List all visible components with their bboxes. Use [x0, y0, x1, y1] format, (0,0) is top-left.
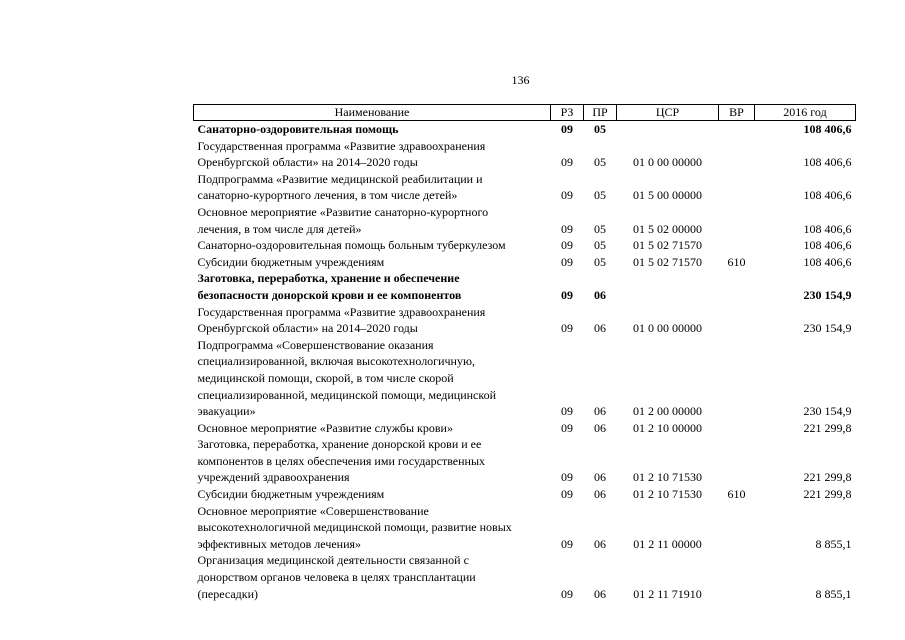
row-name-line: Оренбургской области» на 2014–2020 годы — [197, 155, 418, 170]
row-name — [194, 138, 551, 171]
row-name-line: Государственная программа «Развитие здравоохранения — [197, 304, 486, 319]
row-name-line: (пересадки) — [197, 586, 259, 601]
row-name-line: Санаторно-оздоровительная помощь — [197, 122, 399, 136]
row-name — [194, 171, 551, 204]
row-amount: 108 406,6 — [803, 155, 852, 170]
row-amount: 230 154,9 — [803, 287, 852, 302]
row-name-line: санаторно-курортного лечения, в том числе детей» — [197, 188, 458, 203]
row-amount: 230 154,9 — [803, 404, 852, 419]
row-pr: 05 — [594, 254, 606, 269]
row-name — [194, 420, 551, 437]
column-header-pr: ПР — [584, 105, 617, 121]
row-csr — [617, 270, 719, 303]
row-vr — [719, 436, 755, 486]
row-pr: 06 — [594, 404, 606, 419]
row-name-line: Государственная программа «Развитие здравоохранения — [197, 138, 486, 153]
table-body — [194, 121, 856, 603]
table-row — [194, 503, 856, 553]
budget-table — [193, 104, 856, 602]
row-name-line: Субсидии бюджетным учреждениям — [197, 487, 385, 502]
row-name-line: Оренбургской области» на 2014–2020 годы — [197, 321, 418, 336]
row-csr: 01 0 00 00000 — [633, 155, 702, 170]
row-csr: 01 2 11 00000 — [633, 536, 702, 551]
table-row — [194, 138, 856, 171]
row-amount: 108 406,6 — [803, 122, 852, 136]
row-name — [194, 254, 551, 271]
table-row — [194, 552, 856, 602]
table-row — [194, 337, 856, 420]
row-name-line: Санаторно-оздоровительная помощь больным туберкулезом — [197, 238, 506, 253]
row-pr: 06 — [594, 321, 606, 336]
row-name-line: высокотехнологичной медицинской помощи, развитие новых — [197, 520, 512, 535]
column-header-csr: ЦСР — [617, 105, 719, 121]
row-rz: 09 — [561, 155, 573, 170]
row-csr: 01 5 00 00000 — [633, 188, 702, 203]
table-row — [194, 204, 856, 237]
page-number: 136 — [511, 73, 530, 87]
column-header-vr: ВР — [719, 105, 755, 121]
row-name-line: Организация медицинской деятельности связанной с — [197, 553, 469, 568]
row-name-line: специализированной, медицинской помощи, медицинской — [197, 387, 497, 402]
row-name-line: Основное мероприятие «Развитие службы крови» — [197, 420, 453, 435]
row-name-line: лечения, в том числе для детей» — [197, 221, 362, 236]
row-vr — [719, 138, 755, 171]
row-name-line: эвакуации» — [197, 404, 256, 419]
table-row — [194, 436, 856, 486]
row-amount: 221 299,8 — [803, 470, 852, 485]
row-vr — [719, 204, 755, 237]
row-rz: 09 — [561, 487, 573, 502]
row-csr: 01 2 10 71530 — [633, 470, 702, 485]
row-name — [194, 503, 551, 553]
row-amount: 221 299,8 — [803, 420, 852, 435]
row-pr: 05 — [594, 221, 606, 236]
column-header-name: Наименование — [194, 105, 551, 121]
row-name-line: Основное мероприятие «Совершенствование — [197, 503, 429, 518]
row-rz: 09 — [561, 122, 573, 136]
table-row — [194, 237, 856, 254]
row-name — [194, 552, 551, 602]
row-csr: 01 2 10 00000 — [633, 420, 702, 435]
row-amount: 108 406,6 — [803, 188, 852, 203]
row-vr: 610 — [727, 487, 746, 502]
row-name-line: специализированной, включая высокотехнологичную, — [197, 354, 475, 369]
row-rz: 09 — [561, 420, 573, 435]
row-rz: 09 — [561, 470, 573, 485]
table-row — [194, 121, 856, 138]
row-name-line: эффективных методов лечения» — [197, 536, 362, 551]
row-vr — [719, 337, 755, 420]
row-pr: 05 — [594, 155, 606, 170]
row-rz: 09 — [561, 254, 573, 269]
row-rz: 09 — [561, 287, 573, 302]
row-name-line: Подпрограмма «Совершенствование оказания — [197, 337, 434, 352]
table-row — [194, 171, 856, 204]
row-amount: 108 406,6 — [803, 238, 852, 253]
table-row — [194, 420, 856, 437]
row-csr: 01 5 02 71570 — [633, 254, 702, 269]
row-name — [194, 121, 551, 138]
row-name — [194, 304, 551, 337]
row-vr — [719, 503, 755, 553]
row-amount: 8 855,1 — [815, 536, 852, 551]
column-header-rz: РЗ — [551, 105, 584, 121]
row-pr: 05 — [594, 188, 606, 203]
row-amount: 108 406,6 — [803, 254, 852, 269]
table-row — [194, 486, 856, 503]
row-name — [194, 204, 551, 237]
row-vr — [719, 121, 755, 138]
row-pr: 06 — [594, 470, 606, 485]
row-rz: 09 — [561, 321, 573, 336]
row-rz: 09 — [561, 221, 573, 236]
row-csr: 01 2 00 00000 — [633, 404, 702, 419]
row-vr — [719, 171, 755, 204]
row-name-line: медицинской помощи, скорой, в том числе скорой — [197, 370, 454, 385]
row-name-line: Подпрограмма «Развитие медицинской реабилитации и — [197, 171, 483, 186]
row-name-line: Основное мероприятие «Развитие санаторно-курортного — [197, 204, 489, 219]
row-csr — [617, 121, 719, 138]
row-name — [194, 337, 551, 420]
row-amount: 8 855,1 — [815, 586, 852, 601]
row-name-line: Заготовка, переработка, хранение и обеспечение — [197, 271, 460, 286]
row-csr: 01 5 02 00000 — [633, 221, 702, 236]
row-name — [194, 486, 551, 503]
row-name-line: компонентов в целях обеспечения ими государственных — [197, 453, 486, 468]
row-name-line: Заготовка, переработка, хранение донорской крови и ее — [197, 437, 482, 452]
row-name-line: учреждений здравоохранения — [197, 470, 350, 485]
row-pr: 06 — [594, 287, 606, 302]
row-rz: 09 — [561, 536, 573, 551]
row-pr: 05 — [594, 238, 606, 253]
row-csr: 01 0 00 00000 — [633, 321, 702, 336]
column-header-amount: 2016 год — [755, 105, 856, 121]
row-pr: 05 — [594, 122, 606, 136]
row-amount: 108 406,6 — [803, 221, 852, 236]
row-rz: 09 — [561, 238, 573, 253]
row-name — [194, 237, 551, 254]
table-header-row — [194, 105, 856, 121]
row-rz: 09 — [561, 404, 573, 419]
row-pr: 06 — [594, 586, 606, 601]
row-vr — [719, 420, 755, 437]
row-csr: 01 5 02 71570 — [633, 238, 702, 253]
row-csr: 01 2 11 71910 — [633, 586, 702, 601]
row-pr: 06 — [594, 420, 606, 435]
row-name-line: донорством органов человека в целях трансплантации — [197, 570, 476, 585]
row-name-line: Субсидии бюджетным учреждениям — [197, 254, 385, 269]
row-rz: 09 — [561, 586, 573, 601]
row-rz: 09 — [561, 188, 573, 203]
row-vr — [719, 270, 755, 303]
row-pr: 06 — [594, 536, 606, 551]
row-pr: 06 — [594, 487, 606, 502]
row-amount: 221 299,8 — [803, 487, 852, 502]
row-name-line: безопасности донорской крови и ее компонентов — [197, 287, 462, 302]
row-name — [194, 270, 551, 303]
row-vr — [719, 552, 755, 602]
row-vr — [719, 304, 755, 337]
row-name — [194, 436, 551, 486]
row-amount: 230 154,9 — [803, 321, 852, 336]
row-csr: 01 2 10 71530 — [633, 487, 702, 502]
row-vr — [719, 237, 755, 254]
table-row — [194, 254, 856, 271]
row-vr: 610 — [727, 254, 746, 269]
table-row — [194, 304, 856, 337]
table-row — [194, 270, 856, 303]
